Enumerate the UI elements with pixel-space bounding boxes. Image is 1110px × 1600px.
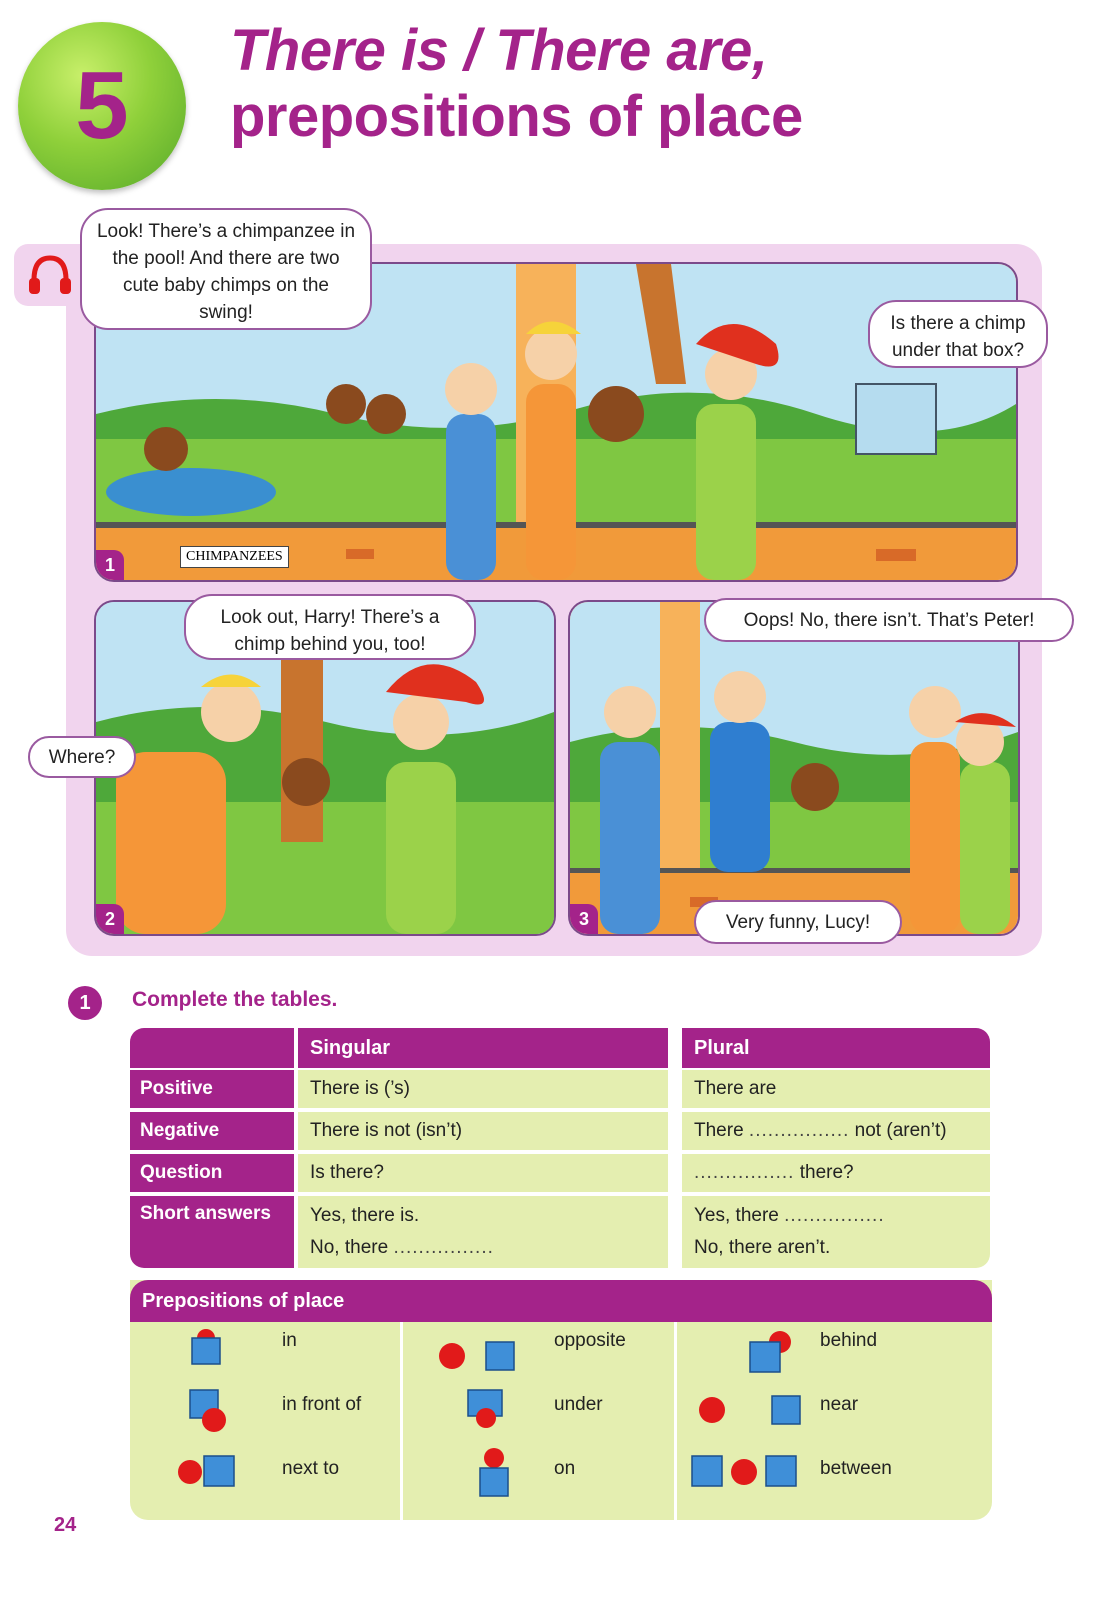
title-line-2: prepositions of place <box>230 84 803 149</box>
short-answer-singular-no-start: No, there <box>310 1237 389 1258</box>
ball-opposite-box-icon <box>436 1336 522 1372</box>
positive-singular: There is (’s) <box>298 1070 668 1108</box>
prepositions-divider-1 <box>400 1322 403 1520</box>
ball-on-box-icon <box>474 1446 514 1500</box>
prep-label-under: under <box>554 1394 603 1415</box>
negative-plural-end: not (aren’t) <box>854 1120 947 1141</box>
ball-under-box-icon <box>462 1386 510 1430</box>
panel-3-scene <box>570 602 1018 934</box>
prep-label-near: near <box>820 1394 859 1415</box>
short-answers-plural <box>682 1196 990 1268</box>
prep-label-in-front-of: in front of <box>282 1394 362 1415</box>
short-answer-plural-blank[interactable]: ................ <box>784 1205 885 1226</box>
short-answer-singular-blank[interactable]: ................ <box>393 1237 494 1258</box>
prepositions-title: Prepositions of place <box>130 1280 992 1322</box>
negative-singular: There is not (isn’t) <box>298 1112 668 1150</box>
negative-plural-blank[interactable]: ................ <box>748 1120 850 1141</box>
speech-bubble-panel3-bottom: Very funny, Lucy! <box>694 900 902 944</box>
short-answers-singular <box>298 1196 668 1268</box>
question-plural <box>682 1154 990 1192</box>
comic-panel-3 <box>568 600 1020 936</box>
speech-bubble-panel2-top: Look out, Harry! There’s a chimp behind you, too! <box>184 594 476 660</box>
ball-near-box-icon <box>696 1392 806 1428</box>
prep-label-opposite: opposite <box>554 1330 626 1351</box>
prep-label-next-to: next to <box>282 1458 340 1479</box>
ball-behind-box-icon <box>746 1330 796 1374</box>
grammar-header-singular: Singular <box>298 1028 668 1068</box>
row-label-negative: Negative <box>130 1112 294 1150</box>
speech-bubble-panel1-right: Is there a chimp under that box? <box>868 300 1048 368</box>
speech-bubble-panel2-left: Where? <box>28 736 136 778</box>
panel-2-number: 2 <box>96 904 124 934</box>
ball-next-to-box-icon <box>176 1452 238 1488</box>
panel-1-number: 1 <box>96 550 124 580</box>
chimpanzees-sign: CHIMPANZEES <box>180 546 289 568</box>
row-label-positive: Positive <box>130 1070 294 1108</box>
ball-between-boxes-icon <box>690 1452 802 1490</box>
speech-bubble-panel1-left: Look! There’s a chimpanzee in the pool! And there are two cute baby chimps on the swing! <box>80 208 372 330</box>
prep-label-in: in <box>282 1330 297 1351</box>
positive-plural: There are <box>682 1070 990 1108</box>
panel-3-number: 3 <box>570 904 598 934</box>
row-label-short-answers: Short answers <box>130 1196 294 1268</box>
row-label-question: Question <box>130 1154 294 1192</box>
unit-number: 5 <box>75 52 129 159</box>
prepositions-divider-2 <box>674 1322 677 1520</box>
question-singular: Is there? <box>298 1154 668 1192</box>
headphones-icon[interactable] <box>26 252 74 298</box>
exercise-number: 1 <box>68 986 102 1020</box>
prep-label-on: on <box>554 1458 576 1479</box>
ball-in-box-icon <box>186 1326 226 1366</box>
prep-label-behind: behind <box>820 1330 878 1351</box>
short-answer-plural-yes <box>694 1200 990 1232</box>
short-answer-singular-no <box>310 1232 668 1264</box>
grammar-header-blank <box>130 1028 294 1068</box>
short-answer-plural-no: No, there aren’t. <box>694 1237 831 1258</box>
exercise-instruction: Complete the tables. <box>132 988 338 1011</box>
ball-in-front-of-box-icon <box>186 1386 230 1434</box>
speech-bubble-panel3-top: Oops! No, there isn’t. That’s Peter! <box>704 598 1074 642</box>
short-answer-plural-yes-start: Yes, there <box>694 1205 779 1226</box>
grammar-header-plural: Plural <box>682 1028 990 1068</box>
question-plural-end: there? <box>799 1162 854 1183</box>
negative-plural-start: There <box>694 1120 744 1141</box>
page-number: 24 <box>54 1514 77 1536</box>
negative-plural <box>682 1112 990 1150</box>
page-title <box>230 18 803 150</box>
title-line-1: There is / There are, <box>230 18 768 83</box>
short-answer-singular-yes: Yes, there is. <box>310 1205 420 1226</box>
question-plural-blank[interactable]: ................ <box>694 1162 795 1183</box>
prep-label-between: between <box>820 1458 892 1479</box>
